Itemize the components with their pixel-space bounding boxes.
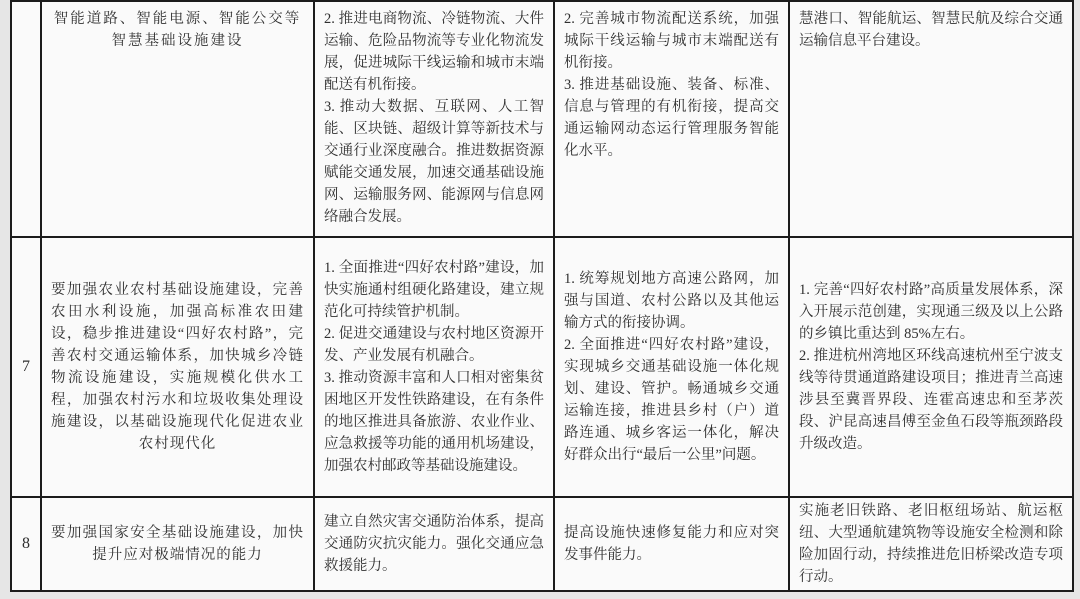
row7-tasks-cell-a [314,237,554,497]
table-row-6-partial [11,1,1073,237]
paragraph: 1. 全面推进“四好农村路”建设，加快实施通村组硬化路建设，建立规范化可持续管护机制。 [324,260,544,320]
paragraph: 智能道路、智能电源、智能公交等智慧基础设施建设 [53,11,302,49]
paragraph: 实施老旧铁路、老旧枢纽场站、航运枢纽、大型通航建筑物等设施安全检测和除险加固行动，持续推进危旧桥梁改造专项行动。 [799,503,1063,585]
row6-tasks-cell-a [314,1,554,237]
table-row-7 [11,237,1073,497]
paragraph: 2. 促进交通建设与农村地区资源开发、产业发展有机融合。 [324,326,544,364]
row7-tasks-cell-b [554,237,789,497]
paragraph: 要加强国家安全基础设施建设，加快提升应对极端情况的能力 [51,525,304,563]
paragraph: 2. 完善城市物流配送系统，加强城际干线运输与城市末端配送有机衔接。 [564,11,779,71]
paragraph: 3. 推进基础设施、装备、标准、信息与管理的有机衔接，提高交通运输网动态运行管理服务智能化水平。 [564,77,779,159]
paragraph: 2. 推进杭州湾地区环线高速杭州至宁波支线等待贯通道路建设项目；推进青兰高速涉县至冀晋界段、连霍高速忠和至茅茨段、沪昆高速昌傅至金鱼石段等瓶颈路段升级改造。 [799,348,1063,452]
row7-goal-cell [41,237,314,497]
row8-number-cell: 8 [11,497,41,591]
paragraph: 1. 完善“四好农村路”高质量发展体系，深入开展示范创建，实现通三级及以上公路的乡镇比重达到 85%左右。 [799,282,1063,342]
paragraph: 2. 推进电商物流、冷链物流、大件运输、危险品物流等专业化物流发展，促进城际干线运输和城市末端配送有机衔接。 [324,11,544,93]
paragraph: 3. 推动资源丰富和人口相对密集贫困地区开发性铁路建设，在有条件的地区推进具备旅游、农业作业、应急救援等功能的通用机场建设，加强农村邮政等基础设施建设。 [324,370,544,474]
paragraph: 慧港口、智能航运、智慧民航及综合交通运输信息平台建设。 [799,11,1063,49]
paragraph: 建立自然灾害交通防治体系，提高交通防灾抗灾能力。强化交通应急救援能力。 [324,514,544,574]
row6-number-cell [11,1,41,237]
paragraph: 2. 全面推进“四好农村路”建设，实现城乡交通基础设施一体化规划、建设、管护。畅通城乡交通运输连接，推进县乡村（户）道路连通、城乡客运一体化，解决好群众出行“最后一公里”问题。 [564,337,779,463]
paragraph: 要加强农业农村基础设施建设，完善农田水利设施，加强高标准农田建设，稳步推进建设“四好农村路”，完善农村交通运输体系，加快城乡冷链物流设施建设，实施规模化供水工程，加强农村污水和垃圾收集处理设施建设，以基础设施现代化促进农业农村现代化 [51,282,304,452]
row8-tasks-cell-a [314,497,554,591]
row7-projects-cell [789,237,1073,497]
paragraph: 1. 统筹规划地方高速公路网，加强与国道、农村公路以及其他运输方式的衔接协调。 [564,271,779,331]
row6-projects-cell [789,1,1073,237]
paragraph: 3. 推动大数据、互联网、人工智能、区块链、超级计算等新技术与交通行业深度融合。推进数据资源赋能交通发展，加速交通基础设施网、运输服务网、能源网与信息网络融合发展。 [324,99,544,225]
table-row-8 [11,497,1073,591]
policy-table [10,0,1074,592]
row6-goal-cell [41,1,314,237]
row7-number-cell: 7 [11,237,41,497]
row8-tasks-cell-b [554,497,789,591]
paragraph: 提高设施快速修复能力和应对突发事件能力。 [564,525,779,563]
row6-tasks-cell-b [554,1,789,237]
row8-goal-cell [41,497,314,591]
row8-projects-cell [789,497,1073,591]
